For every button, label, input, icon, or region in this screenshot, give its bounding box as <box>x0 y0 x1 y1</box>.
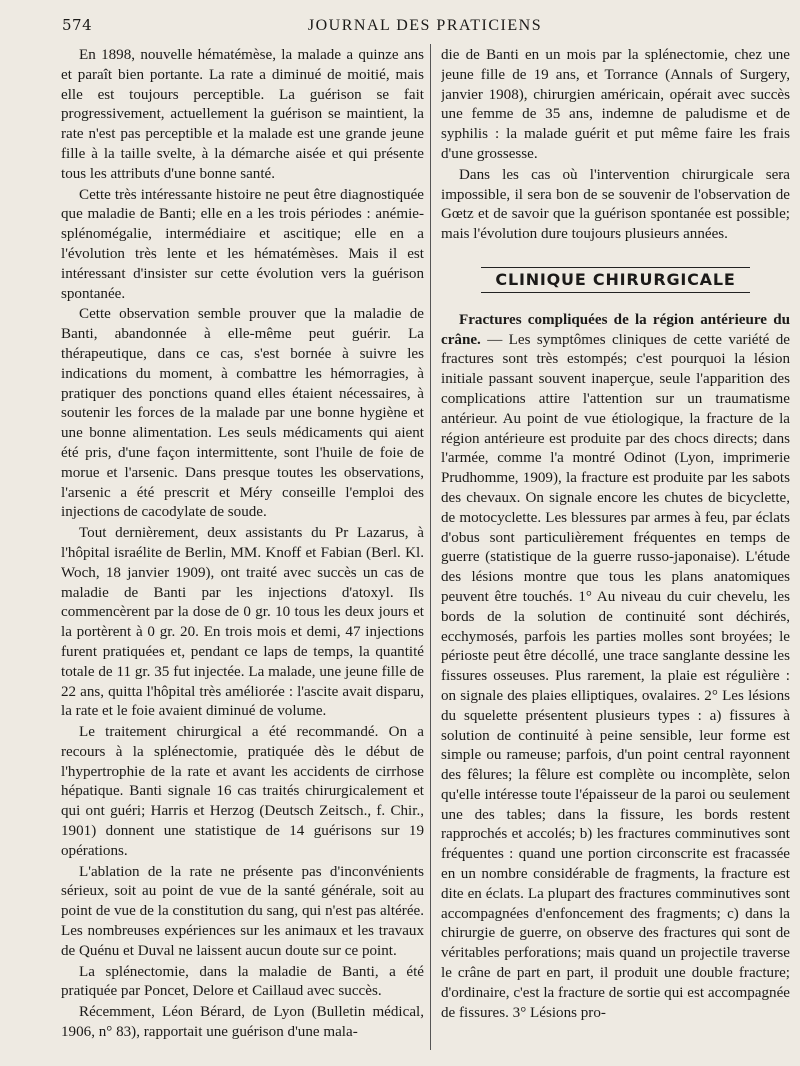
paragraph: L'ablation de la rate ne présente pas d'inconvénients sérieux, soit au point de vue de la santé générale, soit au point de vue de la constitution du sang, qui n'est pas altérée. Les nombreuses expériences sur les animaux et les travaux de Quénu et Duval ne laissent aucun doute sur ce point. <box>61 863 424 959</box>
paragraph: Le traitement chirurgical a été recommandé. On a recours à la splénectomie, pratiquée dès le début de l'hypertrophie de la rate et avant les accidents de cirrhose hépatique. Banti signale 16 cas traités chirurgicalement et qui ont guéri; Harris et Herzog (Deutsch Zeitsch., f. Chir., 1901) donnent une statistique de 14 guérisons sur 19 opérations. <box>61 724 424 859</box>
paragraph: Cette très intéressante histoire ne peut être diagnostiquée que maladie de Banti; elle en a les trois périodes : anémie-splénomégalie, intermédiaire et ascitique; elle en a l'évolution très lente et les hématémèses. Mais il est intéressant d'insister sur cette évolution vers la guérison spontanée. <box>61 186 424 302</box>
article-paragraph <box>441 311 790 1024</box>
section-heading <box>441 267 790 293</box>
article-title: Fractures compliquées de la région antérieure du crâne. <box>441 311 790 348</box>
paragraph: La splénectomie, dans la maladie de Banti, a été pratiquée par Poncet, Delore et Caillaud avec succès. <box>61 963 424 1000</box>
paragraph: Récemment, Léon Bérard, de Lyon (Bulletin médical, 1906, n° 83), rapportait une guérison d'une mala- <box>61 1004 424 1041</box>
right-column <box>441 46 790 1050</box>
page-header <box>60 14 790 38</box>
paragraph: En 1898, nouvelle hématémèse, la malade a quinze ans et paraît bien portante. La rate a diminué de moitié, mais elle est toujours perceptible. La guérison se fait progressivement, actuellement la guérison se maintient, la rate n'est pas perceptible et la malade est une grande jeune fille à la taille svelte, à la démarche aisée et qui présente tous les attributs d'une bonne santé. <box>61 47 424 182</box>
paragraph: Cette observation semble prouver que la maladie de Banti, abandonnée à elle-même peut guérir. La thérapeutique, dans ce cas, s'est bornée à suivre les indications du moment, à combattre les hémorragies, à pratiquer des ponctions quand elles étaient nécessaires, à soutenir les forces de la malade par une bonne hygiène et une bonne alimentation. Les seuls médicaments qui aient été pris, d'une façon intermittente, sont l'huile de foie de morue et l'arsenic. Dans presque toutes les observations, l'arsenic a été prescrit et Méry conseille l'emploi des injections de cacodylate de soude. <box>61 306 424 521</box>
running-title: JOURNAL DES PRATICIENS <box>307 17 543 34</box>
paragraph: Dans les cas où l'intervention chirurgicale sera impossible, il sera bon de se souvenir de l'observation de Gœtz et de savoir que la guérison spontanée est possible; mais l'évolution dure toujours plusieurs années. <box>441 166 790 243</box>
paragraph: Tout dernièrement, deux assistants du Pr Lazarus, à l'hôpital israélite de Berlin, MM. Knoff et Fabian (Berl. Kl. Woch, 18 janvier 1909), ont traité avec succès un cas de maladie de Banti par les injections d'atoxyl. Ils commencèrent par la dose de 0 gr. 10 tous les deux jours et la portèrent à 0 gr. 20. En trois mois et demi, 47 injections furent pratiquées et, pendant ce laps de temps, la quantité totale de 11 gr. 35 fut injectée. La malade, une jeune fille de 22 ans, quitta l'hôpital très améliorée : l'ascite avait disparu, la rate et le foie avaient diminué de volume. <box>61 525 424 720</box>
section-heading-text: CLINIQUE CHIRURGICALE <box>481 267 749 293</box>
left-column <box>61 46 424 1050</box>
page-number: 574 <box>62 16 93 34</box>
article-body: — Les symptômes cliniques de cette variété de fractures sont très estompés; c'est pourquoi la lésion initiale passant souvent inaperçue, seule l'apparition des complications attire l'attention sur un traumatisme antérieur. Au point de vue étiologique, la fracture de la région antérieure est produite par des chocs directs; dans l'armée, comme l'a montré Odinot (Lyon, imprimerie Prudhomme, 1909), la fracture est produite par les sabots des chevaux. On signale encore les chutes de bicyclette, de motocyclette. Les blessures par armes à feu, par éclats d'obus sont particulièrement fréquentes en temps de guerre (statistique de la guerre russo-japonaise). L'étude des lésions montre que tous les plans anatomiques peuvent être touchés. 1° Au niveau du cuir chevelu, les bords de la solution de continuité sont déchirés, ecchymosés, parfois les parties molles sont broyées; le périoste peut être décollé, une trace sanglante dessine les fissures osseuses. Plus rarement, la plaie est régulière : on signale des plaies elliptiques, ovalaires. 2° Les lésions du squelette présentent plusieurs types : a) fissures à solution de continuité à peine sensible, leur forme est simple ou rameuse; parfois, d'un point central rayonnent des fêlures; la fêlure est complète ou incomplète, selon qu'elle intéresse toute l'épaisseur de la paroi ou seulement une des tables; dans la fissure, les bords restent rapprochés et accolés; b) les fractures comminutives sont fréquentes : quand une portion circonscrite est fracassée en un nombre considérable de fragments, la fracture est dite en éclats. La plupart des fractures comminutives sont accompagnées d'enfoncement des fragments; c) dans la chirurgie de guerre, on observe des fractures qui sont de véritables perforations; mais quand un projectile traverse le crâne de part en part, il produit une double fracture; d'ordinaire, c'est la fracture de sortie qui est accompagnée de fissures. 3° Lésions pro- <box>441 331 790 1021</box>
column-divider <box>430 44 431 1050</box>
paragraph: die de Banti en un mois par la splénectomie, chez une jeune fille de 19 ans, et Torrance (Annals of Surgery, janvier 1908), chirurgien américain, opérait avec succès une femme de 35 ans, indemne de paludisme et de syphilis : la malade guérit et put même faire les frais d'une grossesse. <box>441 47 790 162</box>
